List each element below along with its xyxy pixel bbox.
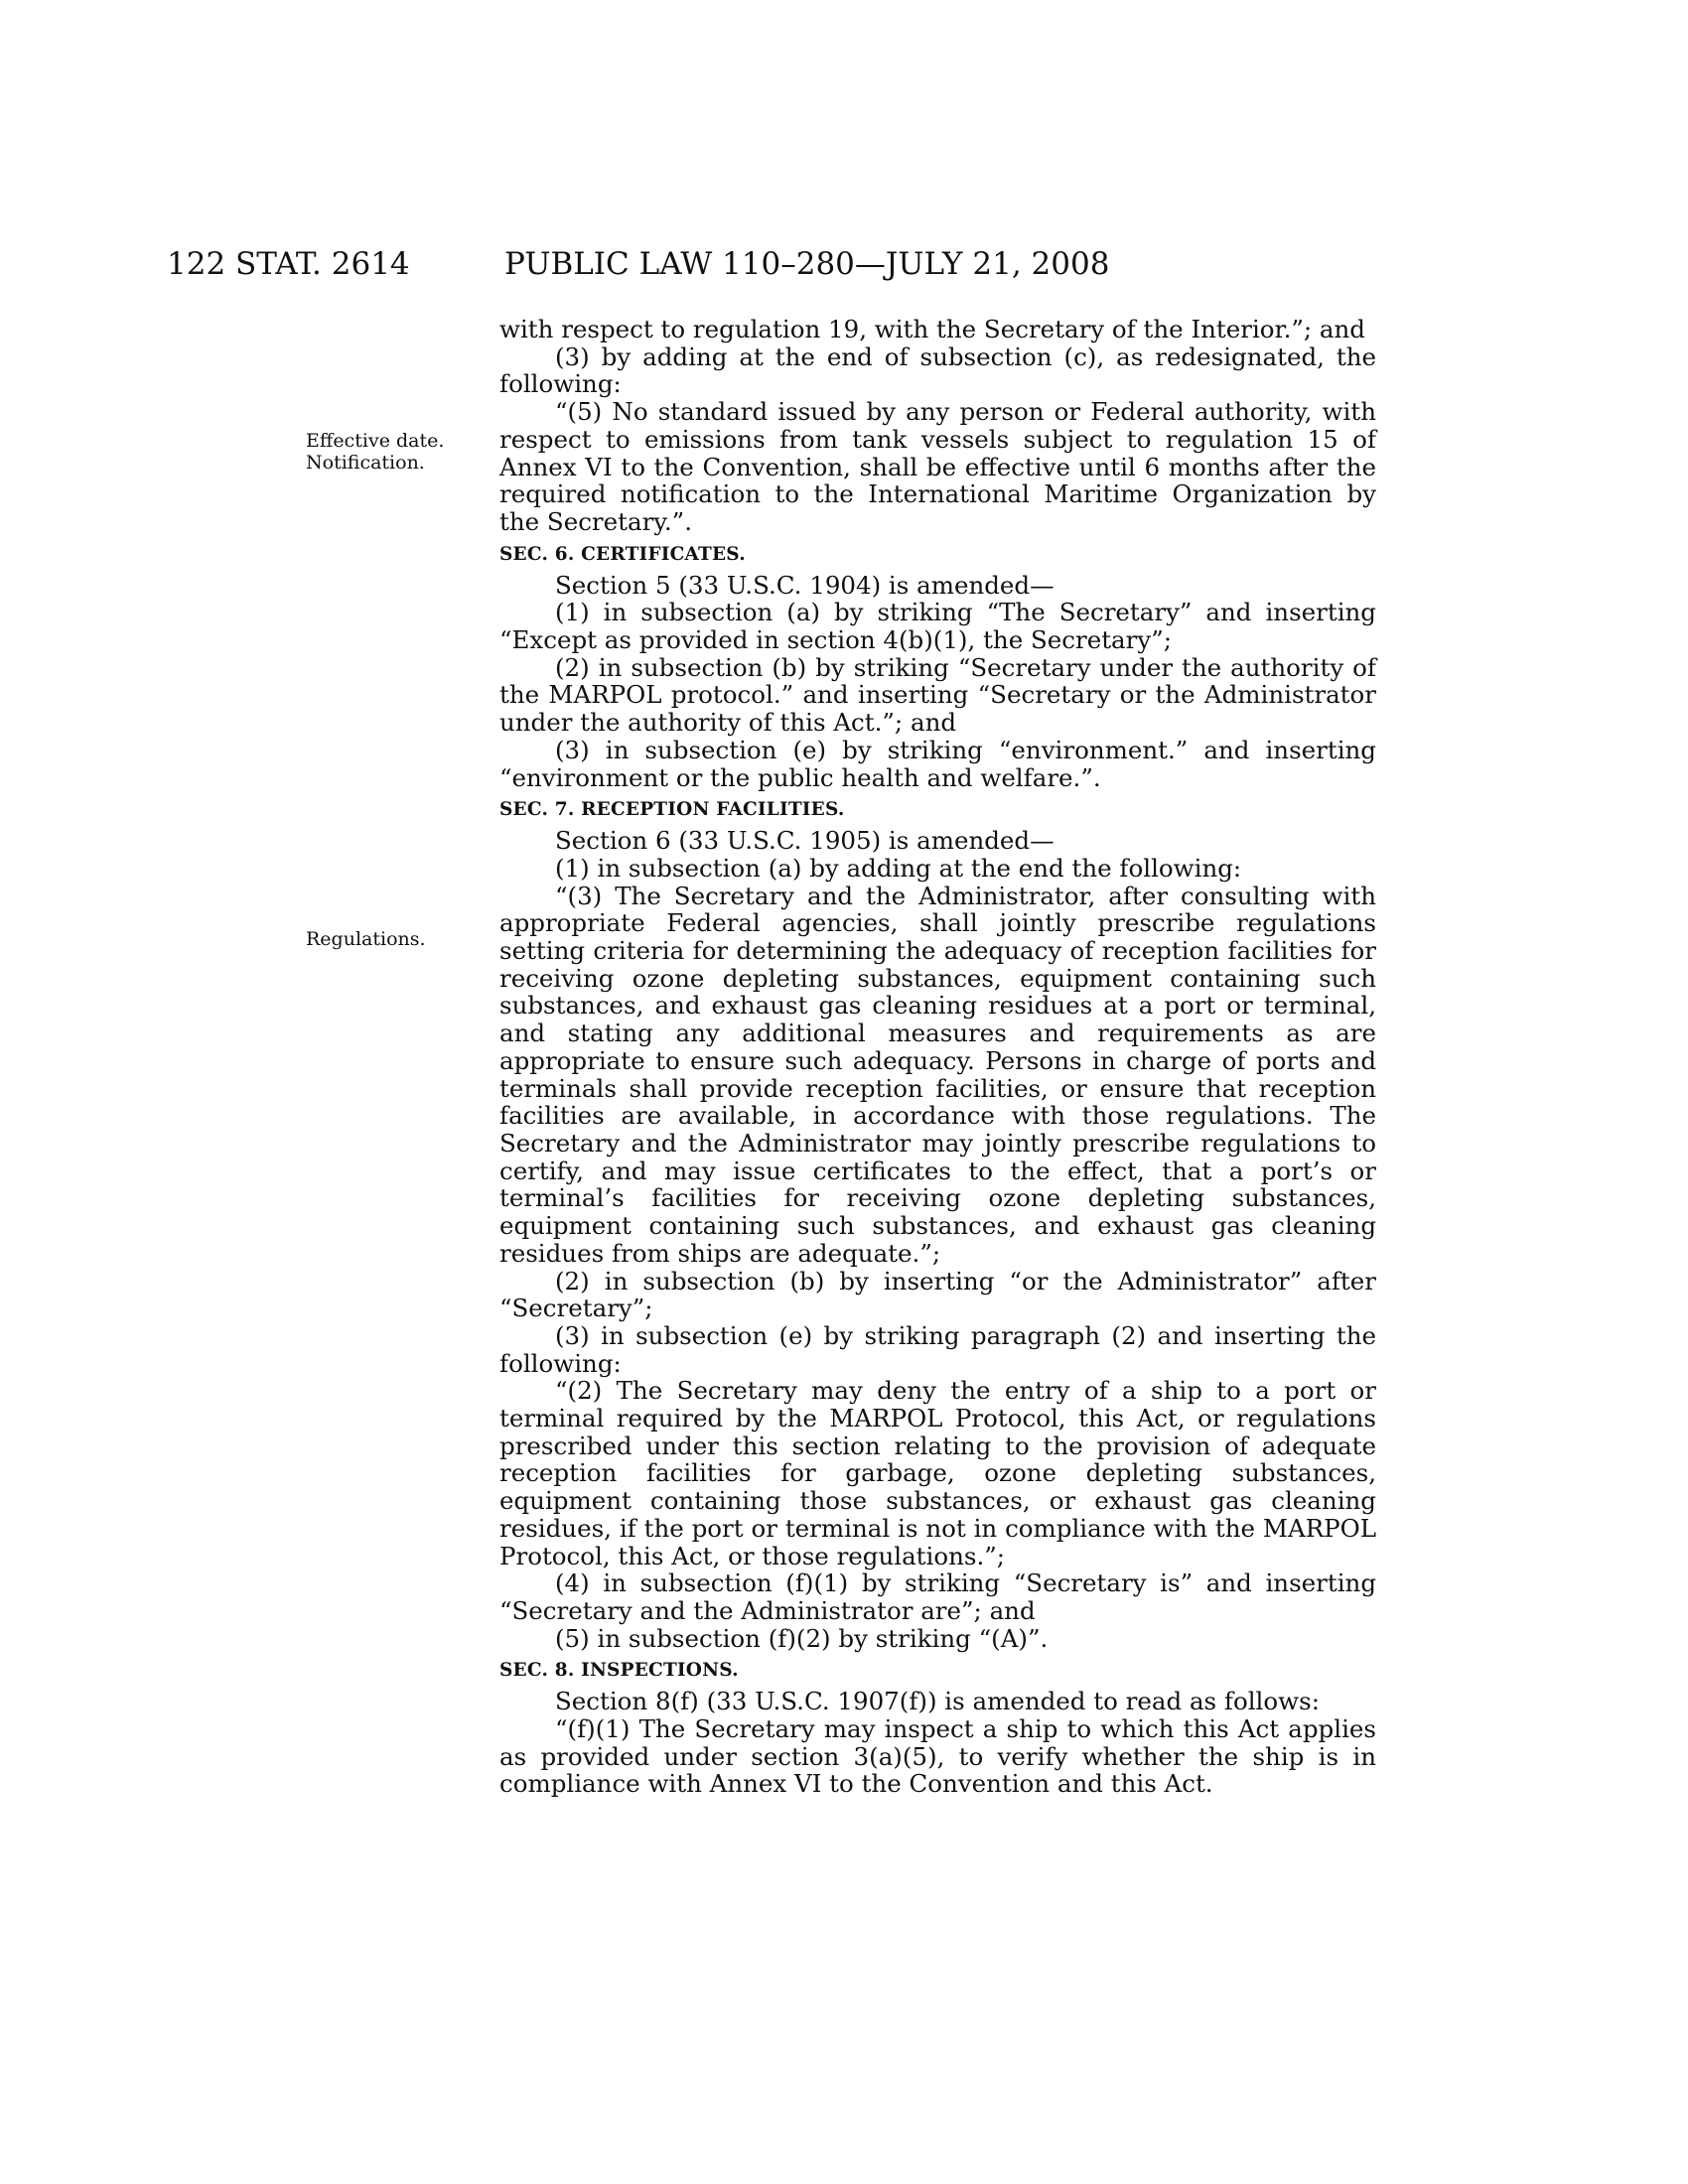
paragraph: (1) in subsection (a) by adding at the end the following: <box>555 853 1242 883</box>
paragraph: (3) by adding at the end of subsection (c), as redesignated, the following: <box>499 341 1376 399</box>
paragraph: (5) in subsection (f)(2) by striking “(A)”. <box>555 1623 1049 1653</box>
page-running-title: PUBLIC LAW 110–280—JULY 21, 2008 <box>504 246 1110 282</box>
body-text <box>499 316 1376 1798</box>
section-heading: SEC. 6. CERTIFICATES. <box>499 543 746 565</box>
margin-note-notification: Notification. <box>306 452 425 474</box>
stat-citation: 122 STAT. 2614 <box>167 246 410 282</box>
paragraph: (4) in subsection (f)(1) by striking “Secretary is” and inserting “Secretary and the Administrator are”; and <box>499 1569 1376 1625</box>
paragraph: (2) in subsection (b) by striking “Secretary under the authority of the MARPOL protocol.” and inserting “Secretary or the Administrator under the authority of this Act.”; and <box>499 652 1376 738</box>
paragraph: Section 6 (33 U.S.C. 1905) is amended— <box>555 826 1055 856</box>
paragraph: “(3) The Secretary and the Administrator, after consulting with appropriate Federal agencies, shall jointly prescribe regulations setting criteria for determining the adequacy of reception facilities for receiving ozone depleting substances, equipment containing such substances, and exhaust gas cleaning residues at a port or terminal, and stating any additional measures and requirements as are appropriate to ensure such adequacy. Persons in charge of ports and terminals shall provide reception facilities, or ensure that reception facilities are available, in accordance with those regulations. The Secretary and the Administrator may jointly prescribe regulations to certify, and may issue certificates to the effect, that a port’s or terminal’s facilities for receiving ozone depleting substances, equipment containing such substances, and exhaust gas cleaning residues from ships are adequate.”; <box>499 881 1376 1268</box>
paragraph: “(f)(1) The Secretary may inspect a ship to which this Act applies as provided under section 3(a)(5), to verify whether the ship is in compliance with Annex VI to the Convention and this Act. <box>499 1714 1376 1799</box>
margin-note-effective-date: Effective date. <box>306 430 445 452</box>
paragraph: Section 8(f) (33 U.S.C. 1907(f)) is amended to read as follows: <box>555 1687 1320 1716</box>
paragraph: (3) in subsection (e) by striking paragraph (2) and inserting the following: <box>499 1320 1376 1378</box>
section-heading: SEC. 7. RECEPTION FACILITIES. <box>499 799 845 821</box>
paragraph: (3) in subsection (e) by striking “environment.” and inserting “environment or the public health and welfare.”. <box>499 735 1376 792</box>
paragraph: with respect to regulation 19, with the Secretary of the Interior.”; and <box>499 315 1365 343</box>
paragraph: “(5) No standard issued by any person or Federal authority, with respect to emissions from tank vessels subject to regulation 15 of Annex VI to the Convention, shall be effective until 6 months after the required notification to the International Maritime Organization by the Secretary.”. <box>499 397 1376 536</box>
paragraph: (2) in subsection (b) by inserting “or the Administrator” after “Secretary”; <box>499 1266 1376 1323</box>
margin-note-regulations: Regulations. <box>306 928 426 950</box>
paragraph: (1) in subsection (a) by striking “The Secretary” and inserting “Except as provided in section 4(b)(1), the Secretary”; <box>499 598 1376 655</box>
paragraph: “(2) The Secretary may deny the entry of a ship to a port or terminal required by the MARPOL Protocol, this Act, or regulations prescribed under this section relating to the provision of adequate reception facilities for garbage, ozone depleting substances, equipment containing those substances, or exhaust gas cleaning residues, if the port or terminal is not in compliance with the MARPOL Protocol, this Act, or those regulations.”; <box>499 1376 1376 1570</box>
paragraph: Section 5 (33 U.S.C. 1904) is amended— <box>555 570 1055 600</box>
section-heading: SEC. 8. INSPECTIONS. <box>499 1660 739 1682</box>
